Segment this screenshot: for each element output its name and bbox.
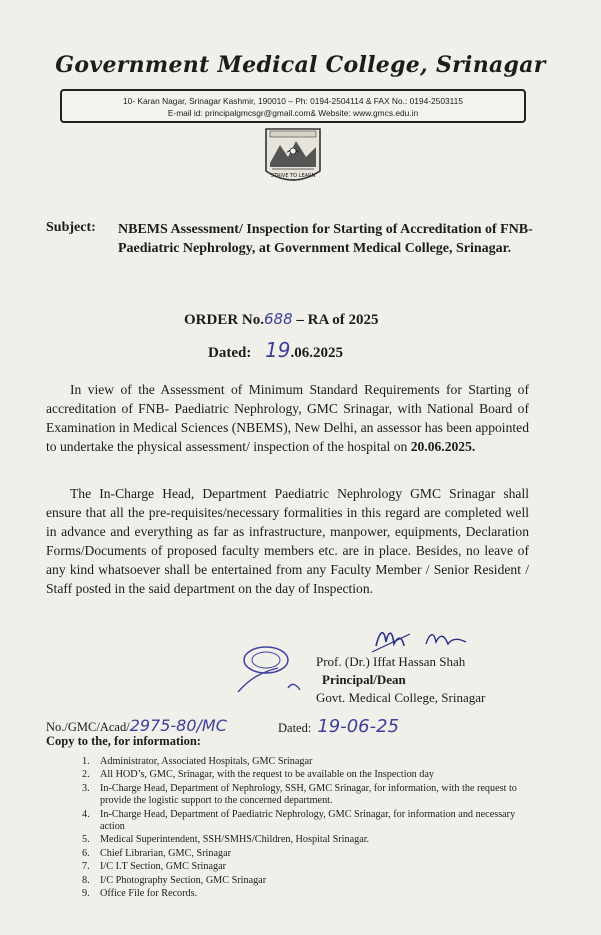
paragraph-1-text: In view of the Assessment of Minimum Standard Requirements for Starting of accreditation of FNB- Paediatric Nephrology, GMC Srinagar, with National Board of Examination in Medical Sciences (NBEMS), New Delhi, an assessor has been appointed to undertake the physical assessment/ inspection of the hospital on [46, 382, 529, 454]
order-date [208, 338, 343, 362]
address-box [60, 89, 526, 123]
list-item: 1. Administrator, Associated Hospitals, GMC Srinagar [82, 756, 313, 767]
official-stamp [228, 638, 308, 694]
paragraph-1 [46, 380, 529, 456]
contact-line: E-mail id: principalgmcsgr@gmail.com& Website: www.gmcs.edu.in [167, 108, 419, 118]
signatory-designation: Principal/Dean [322, 672, 406, 687]
subject-label: Subject: [46, 220, 96, 235]
subject-text: NBEMS Assessment/ Inspection for Starting of Accreditation of FNB- Paediatric Nephrology, at Government Medical College, Srinagar. [118, 222, 533, 256]
inspection-date: 20.06.2025. [410, 439, 476, 454]
reference-prefix: No./GMC/Acad/ [46, 720, 130, 734]
signatory-institution: Govt. Medical College, Srinagar [316, 690, 486, 705]
signatory-block [316, 653, 485, 707]
list-item: 6. Chief Librarian, GMC, Srinagar [82, 847, 231, 859]
list-item: 7. I/C I.T Section, GMC Srinagar [82, 861, 227, 873]
order-day-handwritten: 19 [265, 338, 291, 362]
order-suffix: – RA of 2025 [296, 312, 379, 328]
list-item: 9. Office File for Records. [82, 888, 198, 900]
order-prefix: ORDER No. [184, 312, 265, 328]
reference-number [46, 716, 227, 735]
order-dated-rest: .06.2025 [290, 345, 344, 361]
paragraph-2: The In-Charge Head, Department Paediatric Nephrology GMC Srinagar shall ensure that all the pre-requisites/necessary formalities in this regard are completed well in advance and everything as far as infrastructure, manpower, equipments, Declaration Forms/Documents of proposed faculty members etc. are in place. Besides, no leave of any kind whatsoever shall be entertained from any Faculty Member / Senior Resident / Staff posted in the said department on the day of Inspection. [46, 486, 529, 596]
address-line: 10- Karan Nagar, Srinagar Kashmir, 190010 – Ph: 0194-2504114 & FAX No.: 0194-2503115 [122, 96, 464, 106]
copy-to-heading: Copy to the, for information: [46, 734, 201, 748]
list-item: 5. Medical Superintendent, SSH/SMHS/Children, Hospital Srinagar. [82, 834, 370, 846]
emblem-motto: STRIVE TO LEARN [270, 173, 316, 179]
reference-date-handwritten: 19-06-25 [317, 716, 400, 737]
order-number-handwritten: 688 [264, 310, 293, 328]
list-item: 8. I/C Photography Section, GMC Srinagar [82, 874, 267, 886]
reference-number-handwritten: 2975-80/MC [129, 716, 227, 735]
reference-dated-label: Dated: [278, 721, 312, 735]
order-number [184, 310, 379, 329]
reference-date [278, 716, 399, 737]
list-item: 2. All HOD’s, GMC, Srinagar, with the request to be available on the Inspection day [82, 769, 435, 781]
list-item: 3. In-Charge Head, Department of Nephrology, SSH, GMC Srinagar, for information, with the request to provide the logistic support to the concerned department. [82, 782, 517, 807]
copy-to-list [82, 756, 522, 901]
handwritten-signature [370, 622, 490, 656]
order-dated-label: Dated: [208, 345, 252, 361]
college-title: Government Medical College, Srinagar [55, 52, 546, 78]
signatory-name: Prof. (Dr.) Iffat Hassan Shah [316, 654, 466, 669]
list-item: 4. In-Charge Head, Department of Paediatric Nephrology, GMC Srinagar, for information and necessary action [82, 808, 516, 833]
college-emblem [258, 127, 328, 191]
